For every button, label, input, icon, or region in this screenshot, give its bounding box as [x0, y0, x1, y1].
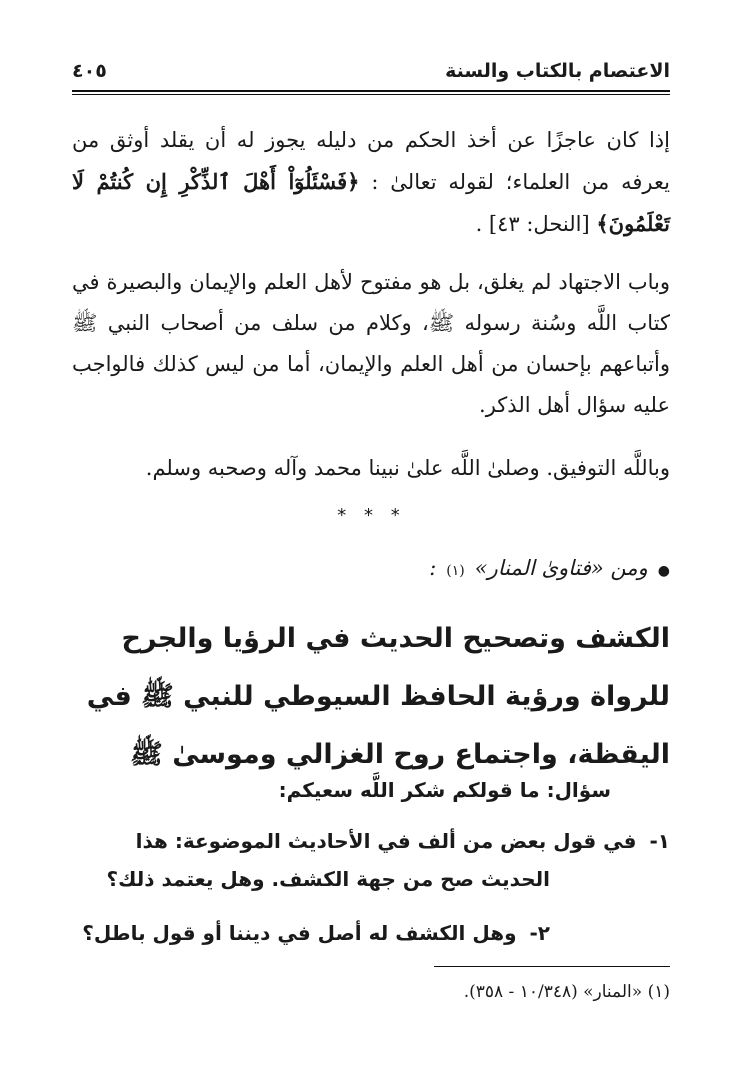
question-number: ١-: [649, 829, 670, 853]
paragraph-text: إذا كان عاجزًا عن أخذ الحكم من دليله يجوز له أن يقلد أوثق من يعرفه من العلماء؛ لقوله تعالىٰ :: [72, 128, 670, 194]
paragraph-closing-prayer: وباللَّه التوفيق. وصلىٰ اللَّه علىٰ نبينا محمد وآله وصحبه وسلم.: [145, 456, 670, 480]
question-number: ٢-: [529, 921, 550, 945]
page-header: [72, 52, 670, 90]
verse-reference: [النحل: ٤٣] .: [475, 212, 590, 236]
quran-verse: ﴿فَسْئَلُوٓاْ أَهْلَ ٱلذِّكْرِ إِن كُنتُمْ لَا تَعْلَمُونَ﴾: [72, 169, 670, 236]
question-text-line-1: وهل الكشف له أصل في ديننا أو قول باطل؟: [82, 921, 517, 945]
list-item: [72, 822, 670, 898]
bullet-icon: ●: [657, 563, 670, 579]
question-text-line-1: في قول بعض من ألف في الأحاديث الموضوعة: هذا: [135, 829, 637, 853]
heading-line-1: الكشف وتصحيح الحديث في الرؤيا والجرح: [121, 623, 670, 654]
heading-line-3: اليقظة، واجتماع روح الغزالي وموسىٰ ﷺ: [130, 739, 670, 770]
header-rule: [72, 90, 670, 95]
question-list: [72, 822, 670, 968]
footnote-rule: [434, 966, 670, 967]
question-text-line-2: الحديث صح من جهة الكشف. وهل يعتمد ذلك؟: [106, 867, 550, 891]
paragraph-ijtihad: وباب الاجتهاد لم يغلق، بل هو مفتوح لأهل العلم والإيمان والبصيرة في كتاب اللَّه وسُنة رسوله ﷺ، وكلام من سلف من أصحاب النبي ﷺ وأتباعهم بإحسان من أهل العلم والإيمان، أما من ليس كذلك فالواجب عليه سؤال أهل الذكر.: [72, 270, 670, 417]
page-number: ٤٠٥: [72, 60, 107, 82]
question-intro: سؤال: ما قولكم شكر اللَّه سعيكم:: [278, 778, 611, 802]
section-separator: * * *: [337, 505, 406, 526]
paragraph-imitation-ruling: [72, 120, 670, 245]
intro-colon: :: [429, 556, 437, 580]
fatwa-source-line: [429, 556, 670, 580]
footnote-marker: (١): [446, 563, 465, 579]
footnote: (١) «المنار» (١٠/٣٤٨ - ٣٥٨).: [463, 982, 670, 1002]
list-item: [72, 914, 670, 952]
fatwa-source-text: ومن «فتاوىٰ المنار»: [474, 556, 648, 580]
running-title: الاعتصام بالكتاب والسنة: [445, 60, 670, 82]
heading-line-2: للرواة ورؤية الحافظ السيوطي للنبي ﷺ في: [86, 681, 670, 712]
fatwa-heading: [72, 610, 670, 784]
